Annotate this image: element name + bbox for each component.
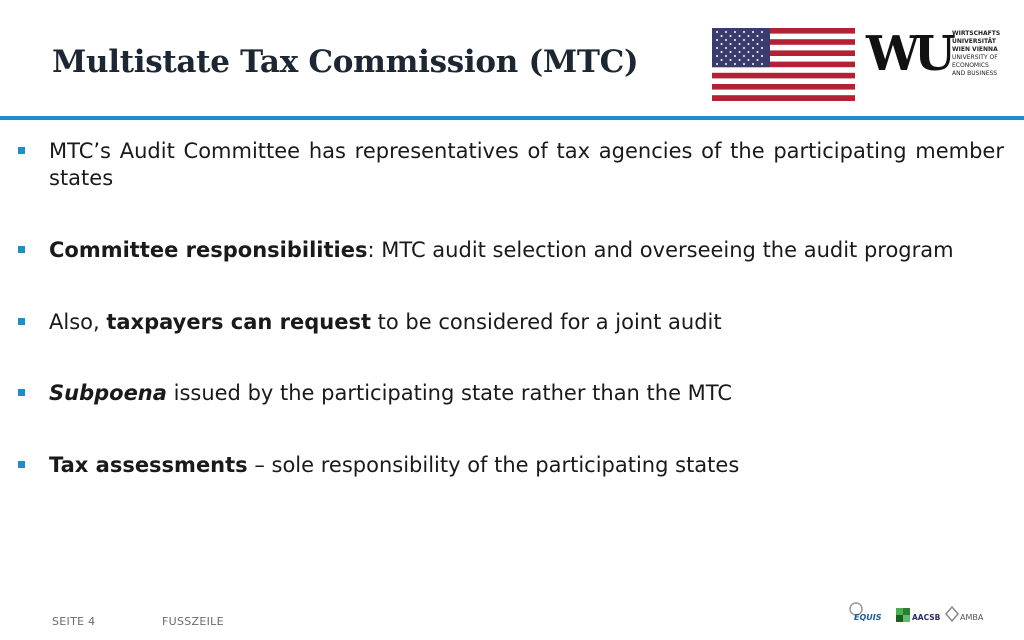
page-title: Multistate Tax Commission (MTC) bbox=[52, 44, 639, 80]
header-divider bbox=[0, 116, 1024, 120]
bullet-marker-icon bbox=[18, 147, 25, 154]
us-flag-icon bbox=[712, 28, 855, 101]
wu-logo-text bbox=[952, 30, 1000, 78]
bullet-bold-segment: Subpoena bbox=[49, 381, 167, 405]
bullet-item bbox=[18, 380, 1004, 407]
bullet-item bbox=[18, 309, 1004, 336]
bullet-text-segment: Also, bbox=[49, 310, 107, 334]
amba-logo-icon bbox=[946, 607, 984, 622]
bullet-bold-segment: Committee responsibilities bbox=[49, 238, 368, 262]
bullet-text bbox=[49, 380, 1004, 407]
equis-logo-icon bbox=[850, 603, 882, 622]
svg-text:AACSB: AACSB bbox=[912, 613, 941, 622]
svg-text:EQUIS: EQUIS bbox=[854, 613, 882, 622]
wu-logo-line: WIEN VIENNA bbox=[952, 46, 998, 53]
bullet-bold-segment: Tax assessments bbox=[49, 453, 248, 477]
accreditation-logos bbox=[846, 600, 998, 628]
wu-logo bbox=[866, 28, 1016, 106]
bullet-text bbox=[49, 309, 1004, 336]
bullet-text-segment: MTC’s Audit Committee has representatives of tax agencies of the participating member states bbox=[49, 139, 1004, 190]
bullet-text-segment: to be considered for a joint audit bbox=[371, 310, 722, 334]
wu-logo-mark: WU bbox=[866, 26, 950, 82]
wu-logo-line: UNIVERSITY OF bbox=[952, 54, 998, 61]
bullet-item bbox=[18, 237, 1004, 264]
bullet-item bbox=[18, 138, 1004, 192]
bullet-text bbox=[49, 237, 1004, 264]
wu-logo-line: AND BUSINESS bbox=[952, 70, 998, 77]
bullet-bold-segment: taxpayers can request bbox=[106, 310, 371, 334]
bullet-list bbox=[18, 138, 1004, 479]
wu-logo-line: ECONOMICS bbox=[952, 62, 989, 69]
bullet-marker-icon bbox=[18, 389, 25, 396]
wu-logo-line: WIRTSCHAFTS bbox=[952, 30, 1001, 37]
aacsb-logo-icon bbox=[896, 608, 941, 622]
bullet-marker-icon bbox=[18, 246, 25, 253]
bullet-text bbox=[49, 138, 1004, 192]
bullet-item bbox=[18, 452, 1004, 479]
footer-page-number: SEITE 4 bbox=[52, 615, 96, 628]
bullet-marker-icon bbox=[18, 461, 25, 468]
footer-label: FUSSZEILE bbox=[162, 615, 224, 628]
wu-logo-line: UNIVERSITÄT bbox=[952, 38, 996, 45]
bullet-text bbox=[49, 452, 1004, 479]
bullet-text-segment: issued by the participating state rather than the MTC bbox=[166, 381, 733, 405]
bullet-text-segment: : MTC audit selection and overseeing the audit program bbox=[367, 238, 954, 262]
bullet-marker-icon bbox=[18, 318, 25, 325]
svg-text:AMBA: AMBA bbox=[960, 613, 984, 622]
bullet-text-segment: – sole responsibility of the participating states bbox=[247, 453, 740, 477]
